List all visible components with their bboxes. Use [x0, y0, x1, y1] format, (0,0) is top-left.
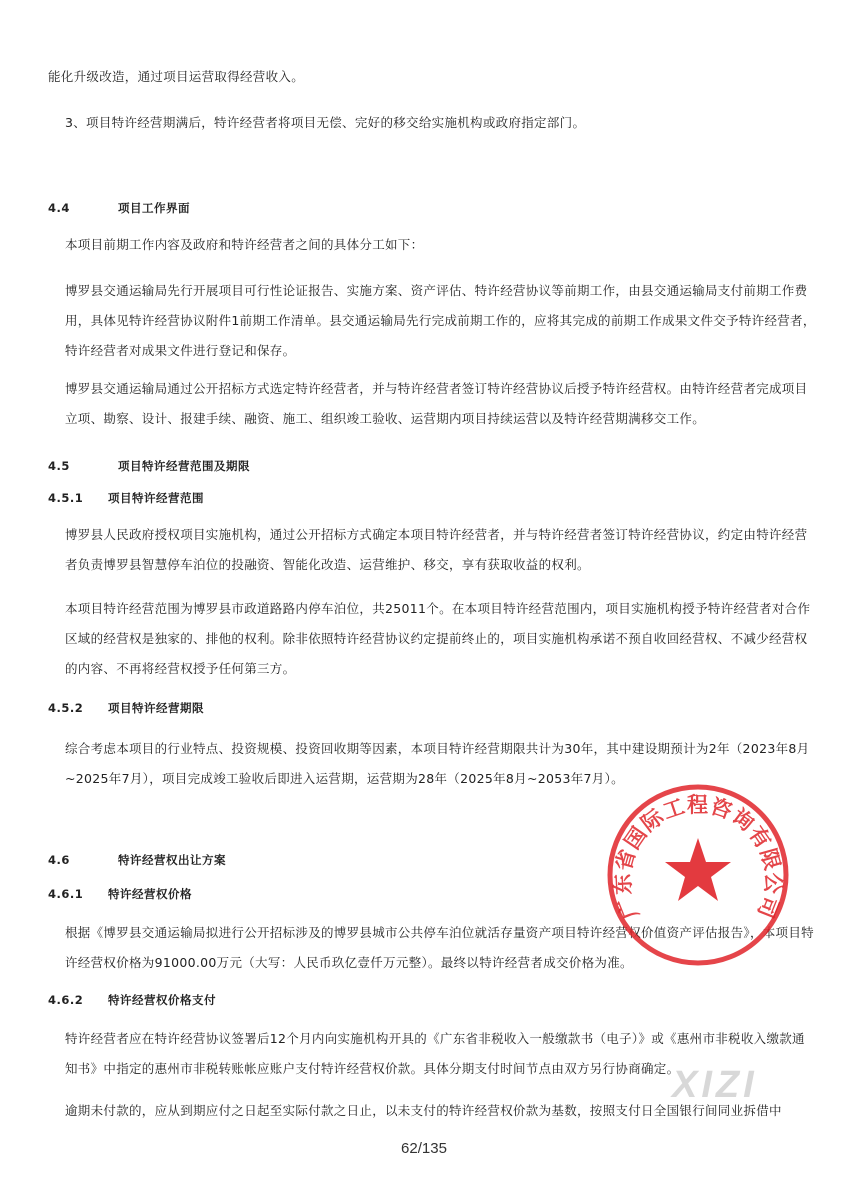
company-seal-icon — [605, 782, 791, 968]
heading-4-6 — [48, 852, 226, 868]
heading-number: 4.6.2 — [48, 993, 84, 1007]
page-number: 62/135 — [401, 1140, 447, 1157]
heading-4-6-1 — [48, 886, 192, 902]
paragraph-9: 根据《博罗县交通运输局拟进行公开招标涉及的博罗县城市公共停车泊位就活存量资产项目特许经营权价值资产评估报告》，本项目特许经营权价格为91000.00万元（大写：人民币玖亿壹仟万元整）。最终以特许经营者成交价格为准。 — [65, 925, 814, 970]
heading-4-4 — [48, 200, 190, 216]
heading-number: 4.6.1 — [48, 887, 84, 901]
heading-number: 4.4 — [48, 201, 70, 215]
heading-number: 4.5.2 — [48, 701, 84, 715]
heading-text: 特许经营权价格支付 — [108, 993, 216, 1007]
paragraph-1: 能化升级改造，通过项目运营取得经营收入。 — [48, 69, 305, 84]
heading-number: 4.6 — [48, 853, 70, 867]
heading-4-6-2 — [48, 992, 216, 1008]
heading-4-5-2 — [48, 700, 204, 716]
paragraph-7: 本项目特许经营范围为博罗县市政道路路内停车泊位，共25011个。在本项目特许经营范围内，项目实施机构授予特许经营者对合作区域的经营权是独家的、排他的权利。除非依照特许经营协议约定提前终止的，项目实施机构承诺不预自收回经营权、不减少经营权的内容、不再将经营权授予任何第三方。 — [65, 601, 811, 676]
paragraph-8: 综合考虑本项目的行业特点、投资规模、投资回收期等因素，本项目特许经营期限共计为30年，其中建设期预计为2年（2023年8月~2025年7月），项目完成竣工验收后即进入运营期，运营期为28年（2025年8月~2053年7月）。 — [65, 741, 810, 786]
heading-4-5-1 — [48, 490, 204, 506]
paragraph-10: 特许经营者应在特许经营协议签署后12个月内向实施机构开具的《广东省非税收入一般缴款书（电子）》或《惠州市非税收入缴款通知书》中指定的惠州市非税转账帐应账户支付特许经营权价款。具体分期支付时间节点由双方另行协商确定。 — [65, 1031, 805, 1076]
watermark-logo: XIZI — [672, 1064, 758, 1106]
heading-text: 项目特许经营范围 — [108, 491, 204, 505]
heading-4-5 — [48, 458, 250, 474]
paragraph-3: 本项目前期工作内容及政府和特许经营者之间的具体分工如下： — [65, 237, 424, 252]
paragraph-6: 博罗县人民政府授权项目实施机构，通过公开招标方式确定本项目特许经营者，并与特许经营者签订特许经营协议，约定由特许经营者负责博罗县智慧停车泊位的投融资、智能化改造、运营维护、移交，享有获取收益的权利。 — [65, 527, 808, 572]
paragraph-4: 博罗县交通运输局先行开展项目可行性论证报告、实施方案、资产评估、特许经营协议等前期工作，由县交通运输局支付前期工作费用，具体见特许经营协议附件1前期工作清单。县交通运输局先行完成前期工作的，应将其完成的前期工作成果文件交予特许经营者，特许经营者对成果文件进行登记和保存。 — [65, 283, 816, 358]
paragraph-2: 3、项目特许经营期满后，特许经营者将项目无偿、完好的移交给实施机构或政府指定部门。 — [65, 115, 586, 130]
heading-text: 特许经营权出让方案 — [118, 853, 226, 867]
heading-text: 项目工作界面 — [118, 201, 190, 215]
heading-number: 4.5 — [48, 459, 70, 473]
heading-number: 4.5.1 — [48, 491, 84, 505]
seal-text: 广东省国际工程咨询有限公司 — [610, 793, 786, 923]
paragraph-5: 博罗县交通运输局通过公开招标方式选定特许经营者，并与特许经营者签订特许经营协议后授予特许经营权。由特许经营者完成项目立项、勘察、设计、报建手续、融资、施工、组织竣工验收、运营期内项目持续运营以及特许经营期满移交工作。 — [65, 381, 808, 426]
heading-text: 特许经营权价格 — [108, 887, 192, 901]
heading-text: 项目特许经营范围及期限 — [118, 459, 250, 473]
heading-text: 项目特许经营期限 — [108, 701, 204, 715]
paragraph-11: 逾期未付款的，应从到期应付之日起至实际付款之日止，以未支付的特许经营权价款为基数，按照支付日全国银行间同业拆借中 — [65, 1103, 782, 1118]
